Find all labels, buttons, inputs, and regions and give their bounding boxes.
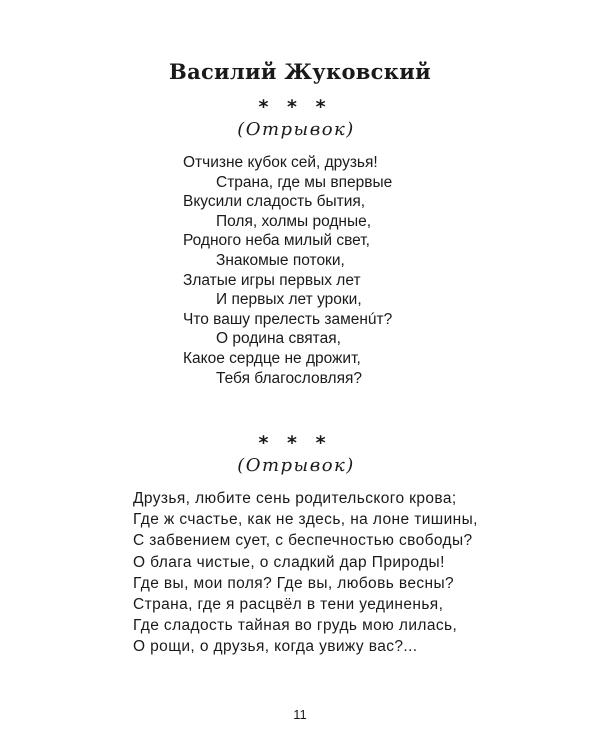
poem-line: Златые игры первых лет xyxy=(183,271,361,289)
author-title: Василий Жуковский xyxy=(169,59,431,84)
poem-line: С забвением сует, с беспечностью свободы? xyxy=(133,532,473,550)
poem-line: Где сладость тайная во грудь мою лилась, xyxy=(133,617,458,635)
poem-line: Поля, холмы родные, xyxy=(216,212,372,230)
poem-line: Страна, где мы впервые xyxy=(216,173,393,191)
poem-line: Вкусили сладость бытия, xyxy=(183,193,366,211)
poem-line: Родного неба милый свет, xyxy=(183,232,370,250)
page-number: 11 xyxy=(293,707,307,722)
poem-line: Тебя благословляя? xyxy=(216,369,362,387)
poem-line: Какое сердце не дрожит, xyxy=(183,349,361,367)
poem-line: Где ж счастье, как не здесь, на лоне тишины, xyxy=(133,511,478,529)
poem-line: О родина святая, xyxy=(216,330,341,348)
poem2-text xyxy=(133,488,478,658)
poem-line: О блага чистые, о сладкий дар Природы! xyxy=(133,553,445,571)
poem-line: Знакомые потоки, xyxy=(216,251,345,269)
poem-line: Отчизне кубок сей, друзья! xyxy=(183,154,378,171)
poem-line: Страна, где я расцвёл в тени уединенья, xyxy=(133,595,444,613)
poem-line: О рощи, о друзья, когда увижу вас?... xyxy=(133,638,418,656)
section-stars-2: * * * xyxy=(258,432,332,454)
poem-line: Друзья, любите сень родительского крова; xyxy=(133,490,457,507)
poem2-subtitle: (Отрывок) xyxy=(237,455,355,476)
poem1-text xyxy=(183,153,392,388)
section-stars-1: * * * xyxy=(258,96,332,118)
poem-line: Где вы, мои поля? Где вы, любовь весны? xyxy=(133,574,455,592)
poem1-subtitle: (Отрывок) xyxy=(237,119,355,140)
poem-line: И первых лет уроки, xyxy=(216,291,362,309)
poem-line: Что вашу прелесть заменúт? xyxy=(183,310,393,328)
